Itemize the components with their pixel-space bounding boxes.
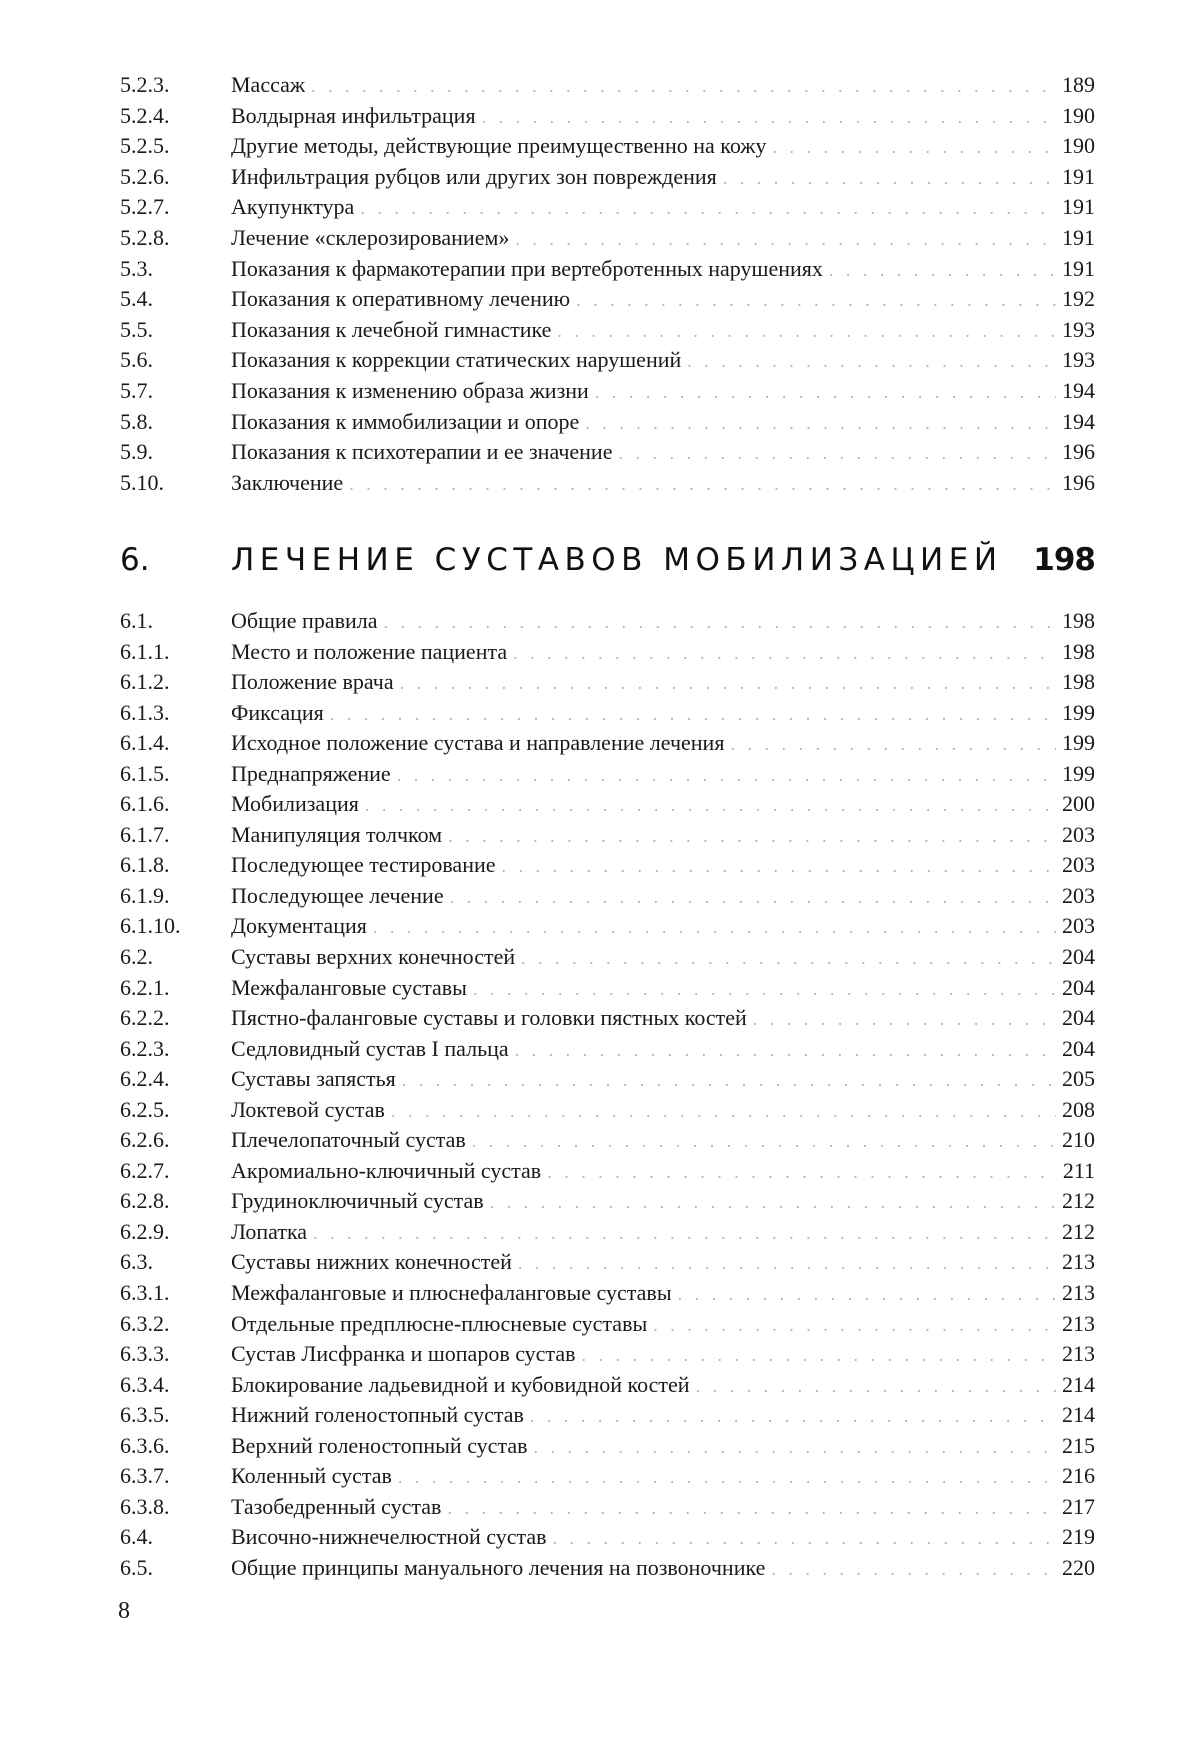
toc-entry-number: 5.4.	[120, 286, 153, 312]
dot-leader	[521, 948, 1056, 969]
toc-entry	[120, 1005, 1095, 1036]
dot-leader	[402, 1070, 1056, 1091]
dot-leader	[515, 229, 1056, 250]
toc-entry	[120, 1463, 1095, 1494]
toc-entry-title: Показания к лечебной гимнастике	[231, 316, 552, 342]
toc-entry-title: Документация	[231, 913, 367, 939]
dot-leader	[384, 612, 1056, 633]
toc-entry-number: 6.2.1.	[120, 974, 170, 1000]
toc-entry-page: 198	[1062, 638, 1095, 664]
toc-entry	[120, 1280, 1095, 1311]
toc-entry	[120, 1555, 1095, 1586]
toc-entry-title: Верхний голеностопный сустав	[231, 1432, 528, 1458]
toc-entry-number: 5.2.3.	[120, 72, 170, 97]
toc-entry	[120, 852, 1095, 883]
toc-entry-number: 5.5.	[120, 316, 153, 342]
dot-leader	[330, 704, 1056, 725]
toc-entry-title: Последующее тестирование	[231, 852, 496, 878]
toc-entry	[120, 730, 1095, 761]
dot-leader	[557, 321, 1056, 342]
toc-entry-title: Положение врача	[231, 669, 394, 695]
dot-leader	[373, 917, 1056, 938]
toc-entry-number: 6.3.4.	[120, 1371, 170, 1397]
toc-entry-title: Коленный сустав	[231, 1463, 392, 1489]
toc-entry-page: 215	[1062, 1432, 1095, 1458]
toc-entry-page: 192	[1062, 286, 1095, 312]
dot-leader	[515, 1040, 1056, 1061]
toc-entry-number: 6.3.8.	[120, 1493, 170, 1519]
toc-entry-page: 191	[1062, 255, 1095, 281]
toc-entry-title: Показания к фармакотерапии при вертебротенных нарушениях	[231, 255, 823, 281]
dot-leader	[678, 1284, 1056, 1305]
toc-section-6	[120, 608, 1095, 1586]
toc-entry-title: Тазобедренный сустав	[231, 1493, 442, 1519]
toc-entry	[120, 256, 1095, 287]
toc-entry-title: Мобилизация	[231, 791, 359, 817]
dot-leader	[730, 734, 1056, 755]
toc-entry-number: 6.1.8.	[120, 852, 170, 878]
dot-leader	[581, 1345, 1056, 1366]
toc-entry-page: 191	[1062, 194, 1095, 220]
toc-entry	[120, 1097, 1095, 1128]
toc-entry-number: 5.9.	[120, 439, 153, 465]
toc-entry	[120, 669, 1095, 700]
toc-entry	[120, 1036, 1095, 1067]
toc-entry	[120, 409, 1095, 440]
toc-entry-title: Общие принципы мануального лечения на позвоночнике	[231, 1554, 766, 1580]
toc-entry-page: 219	[1062, 1524, 1095, 1550]
toc-entry-page: 213	[1062, 1249, 1095, 1275]
dot-leader	[723, 168, 1056, 189]
dot-leader	[482, 107, 1056, 128]
dot-leader	[391, 1101, 1056, 1122]
toc-entry-page: 193	[1062, 316, 1095, 342]
dot-leader	[696, 1376, 1056, 1397]
toc-entry-page: 199	[1062, 730, 1095, 756]
dot-leader	[397, 765, 1056, 786]
toc-entry	[120, 225, 1095, 256]
dot-leader	[447, 1498, 1056, 1519]
toc-entry	[120, 1494, 1095, 1525]
toc-entry-title: Седловидный сустав I пальца	[231, 1035, 509, 1061]
toc-entry	[120, 317, 1095, 348]
toc-entry-number: 5.2.4.	[120, 102, 170, 128]
toc-entry-number: 6.1.9.	[120, 882, 170, 908]
toc-entry-number: 6.3.	[120, 1249, 153, 1275]
dot-leader	[490, 1192, 1056, 1213]
toc-entry-number: 5.6.	[120, 347, 153, 373]
toc-entry-page: 196	[1062, 439, 1095, 465]
toc-entry-title: Массаж	[231, 72, 306, 97]
toc-entry-number: 6.2.3.	[120, 1035, 170, 1061]
toc-entry-title: Преднапряжение	[231, 760, 391, 786]
toc-entry	[120, 761, 1095, 792]
toc-entry-title: Показания к психотерапии и ее значение	[231, 439, 613, 465]
toc-entry-page: 204	[1062, 944, 1095, 970]
toc-entry-number: 6.2.9.	[120, 1218, 170, 1244]
dot-leader	[553, 1528, 1057, 1549]
dot-leader	[400, 673, 1056, 694]
toc-entry-page: 220	[1062, 1554, 1095, 1580]
toc-entry-number: 6.1.6.	[120, 791, 170, 817]
toc-entry-number: 6.2.4.	[120, 1066, 170, 1092]
toc-entry	[120, 791, 1095, 822]
toc-entry	[120, 1311, 1095, 1342]
toc-entry-title: Нижний голеностопный сустав	[231, 1402, 524, 1428]
toc-entry	[120, 639, 1095, 670]
toc-entry-number: 6.2.	[120, 944, 153, 970]
dot-leader	[349, 474, 1056, 495]
chapter-heading	[120, 542, 1095, 578]
toc-entry-page: 191	[1062, 163, 1095, 189]
dot-leader	[773, 137, 1057, 158]
dot-leader	[585, 413, 1056, 434]
toc-entry-number: 6.2.7.	[120, 1157, 170, 1183]
toc-entry-page: 204	[1062, 1005, 1095, 1031]
toc-entry	[120, 975, 1095, 1006]
toc-entry-number: 6.3.1.	[120, 1280, 170, 1306]
toc-entry	[120, 439, 1095, 470]
page-number: 8	[118, 1598, 130, 1624]
toc-entry-title: Общие правила	[231, 608, 378, 633]
toc-section-5	[120, 72, 1095, 500]
toc-entry-title: Лечение «склерозированием»	[231, 224, 510, 250]
toc-entry-title: Суставы нижних конечностей	[231, 1249, 512, 1275]
toc-entry-number: 6.1.7.	[120, 821, 170, 847]
toc-entry	[120, 608, 1095, 639]
dot-leader	[576, 290, 1056, 311]
toc-entry-number: 6.2.6.	[120, 1127, 170, 1153]
toc-entry-page: 203	[1062, 852, 1095, 878]
dot-leader	[365, 795, 1056, 816]
toc-entry-page: 196	[1062, 469, 1095, 495]
toc-entry-number: 6.1.5.	[120, 760, 170, 786]
toc-entry-page: 199	[1062, 760, 1095, 786]
toc-entry	[120, 944, 1095, 975]
dot-leader	[533, 1437, 1056, 1458]
toc-entry-page: 189	[1062, 72, 1095, 97]
toc-entry-page: 203	[1062, 913, 1095, 939]
toc-entry-page: 216	[1062, 1463, 1095, 1489]
dot-leader	[753, 1009, 1056, 1030]
toc-entry	[120, 1524, 1095, 1555]
toc-entry-page: 203	[1062, 882, 1095, 908]
toc-entry-page: 199	[1062, 699, 1095, 725]
dot-leader	[473, 979, 1056, 1000]
toc-entry-title: Отдельные предплюсне-плюсневые суставы	[231, 1310, 648, 1336]
toc-entry-page: 194	[1062, 408, 1095, 434]
toc-entry-title: Плечелопаточный сустав	[231, 1127, 466, 1153]
toc-entry	[120, 1249, 1095, 1280]
toc-entry-title: Височно-нижнечелюстной сустав	[231, 1524, 547, 1550]
toc-entry-number: 6.1.	[120, 608, 153, 633]
toc-entry-number: 6.3.5.	[120, 1402, 170, 1428]
toc-entry-page: 193	[1062, 347, 1095, 373]
toc-entry	[120, 1188, 1095, 1219]
dot-leader	[313, 1223, 1056, 1244]
toc-entry	[120, 103, 1095, 134]
toc-entry-number: 6.3.7.	[120, 1463, 170, 1489]
dot-leader	[771, 1559, 1056, 1580]
dot-leader	[448, 826, 1056, 847]
dot-leader	[502, 856, 1056, 877]
toc-entry-title: Лопатка	[231, 1218, 308, 1244]
toc-entry	[120, 133, 1095, 164]
toc-entry-number: 5.8.	[120, 408, 153, 434]
toc-entry-page: 204	[1062, 1035, 1095, 1061]
chapter-title: ЛЕЧЕНИЕ СУСТАВОВ МОБИЛИЗАЦИЕЙ	[231, 542, 1003, 578]
toc-entry-number: 5.2.8.	[120, 224, 170, 250]
toc-entry-title: Показания к коррекции статических нарушений	[231, 347, 682, 373]
toc-entry-page: 213	[1062, 1310, 1095, 1336]
toc-entry	[120, 1372, 1095, 1403]
toc-entry-page: 190	[1062, 133, 1095, 159]
toc-entry-page: 211	[1062, 1157, 1095, 1183]
toc-entry-page: 210	[1062, 1127, 1095, 1153]
toc-entry	[120, 1433, 1095, 1464]
toc-entry-number: 6.3.3.	[120, 1341, 170, 1367]
dot-leader	[360, 198, 1056, 219]
toc-entry-number: 6.1.10.	[120, 913, 181, 939]
toc-entry-title: Манипуляция толчком	[231, 821, 443, 847]
toc-entry-title: Сустав Лисфранка и шопаров сустав	[231, 1341, 576, 1367]
toc-entry	[120, 1341, 1095, 1372]
toc-entry-page: 204	[1062, 974, 1095, 1000]
toc-entry	[120, 1402, 1095, 1433]
toc-entry	[120, 347, 1095, 378]
toc-entry	[120, 72, 1095, 103]
toc-entry-page: 190	[1062, 102, 1095, 128]
toc-entry-title: Инфильтрация рубцов или других зон повреждения	[231, 163, 717, 189]
toc-entry-page: 198	[1062, 669, 1095, 695]
toc-entry-title: Последующее лечение	[231, 882, 444, 908]
dot-leader	[518, 1253, 1056, 1274]
toc-entry-number: 6.3.2.	[120, 1310, 170, 1336]
toc-entry	[120, 1219, 1095, 1250]
toc-entry-number: 6.5.	[120, 1554, 153, 1580]
toc-entry	[120, 913, 1095, 944]
toc-entry-title: Заключение	[231, 469, 344, 495]
toc-entry-page: 200	[1062, 791, 1095, 817]
toc-entry-number: 6.3.6.	[120, 1432, 170, 1458]
toc-entry-title: Межфаланговые суставы	[231, 974, 467, 1000]
dot-leader	[687, 351, 1056, 372]
toc-entry-number: 6.2.2.	[120, 1005, 170, 1031]
toc-entry-page: 208	[1062, 1096, 1095, 1122]
toc-entry-page: 213	[1062, 1341, 1095, 1367]
toc-entry-number: 6.1.3.	[120, 699, 170, 725]
toc-entry-title: Показания к изменению образа жизни	[231, 377, 589, 403]
toc-entry	[120, 286, 1095, 317]
toc-entry-title: Место и положение пациента	[231, 638, 508, 664]
toc-entry-page: 214	[1062, 1402, 1095, 1428]
toc-entry-page: 212	[1062, 1188, 1095, 1214]
toc-entry	[120, 883, 1095, 914]
toc-entry-number: 5.2.7.	[120, 194, 170, 220]
toc-entry-title: Показания к оперативному лечению	[231, 286, 571, 312]
toc-entry-number: 5.7.	[120, 377, 153, 403]
toc-entry-number: 5.2.6.	[120, 163, 170, 189]
toc-entry-page: 217	[1062, 1493, 1095, 1519]
toc-entry-title: Акупунктура	[231, 194, 355, 220]
toc-entry-title: Пястно-фаланговые суставы и головки пястных костей	[231, 1005, 747, 1031]
toc-entry-number: 6.2.8.	[120, 1188, 170, 1214]
toc-entry-title: Локтевой сустав	[231, 1096, 385, 1122]
dot-leader	[829, 260, 1056, 281]
dot-leader	[653, 1315, 1056, 1336]
dot-leader	[618, 443, 1056, 464]
dot-leader	[311, 76, 1056, 97]
toc-entry-title: Другие методы, действующие преимущественно на кожу	[231, 133, 767, 159]
toc-entry-page: 194	[1062, 377, 1095, 403]
toc-entry-title: Суставы запястья	[231, 1066, 396, 1092]
toc-entry	[120, 1158, 1095, 1189]
toc-entry-title: Межфаланговые и плюснефаланговые суставы	[231, 1280, 672, 1306]
toc-entry-number: 6.2.5.	[120, 1096, 170, 1122]
toc-entry-title: Грудиноключичный сустав	[231, 1188, 484, 1214]
toc-entry	[120, 378, 1095, 409]
toc-entry-number: 6.1.1.	[120, 638, 170, 664]
toc-entry	[120, 1066, 1095, 1097]
toc-entry-page: 212	[1062, 1218, 1095, 1244]
toc-entry	[120, 194, 1095, 225]
toc-entry-number: 6.1.4.	[120, 730, 170, 756]
toc-entry-title: Волдырная инфильтрация	[231, 102, 476, 128]
toc-entry	[120, 700, 1095, 731]
toc-entry-page: 213	[1062, 1280, 1095, 1306]
toc-entry-title: Фиксация	[231, 699, 324, 725]
dot-leader	[513, 643, 1056, 664]
dot-leader	[472, 1131, 1056, 1152]
toc-entry-number: 5.2.5.	[120, 133, 170, 159]
toc-entry-title: Суставы верхних конечностей	[231, 944, 516, 970]
toc-entry-number: 6.1.2.	[120, 669, 170, 695]
dot-leader	[530, 1406, 1056, 1427]
toc-entry-title: Блокирование ладьевидной и кубовидной костей	[231, 1371, 690, 1397]
toc-entry-page: 191	[1062, 224, 1095, 250]
toc-entry-number: 5.10.	[120, 469, 164, 495]
toc-entry-title: Акромиально-ключичный сустав	[231, 1157, 542, 1183]
chapter-number: 6.	[120, 542, 150, 578]
toc-entry-page: 214	[1062, 1371, 1095, 1397]
toc-entry-title: Показания к иммобилизации и опоре	[231, 408, 580, 434]
toc-entry	[120, 822, 1095, 853]
toc-entry	[120, 1127, 1095, 1158]
toc-entry-number: 6.4.	[120, 1524, 153, 1550]
dot-leader	[595, 382, 1056, 403]
chapter-page: 198	[1033, 542, 1095, 578]
toc-entry	[120, 164, 1095, 195]
toc-entry-title: Исходное положение сустава и направление лечения	[231, 730, 725, 756]
toc-entry-page: 198	[1062, 608, 1095, 633]
toc-entry-number: 5.3.	[120, 255, 153, 281]
toc-entry-page: 205	[1062, 1066, 1095, 1092]
dot-leader	[547, 1162, 1056, 1183]
toc-entry	[120, 470, 1095, 501]
dot-leader	[450, 887, 1056, 908]
dot-leader	[398, 1467, 1056, 1488]
toc-entry-page: 203	[1062, 821, 1095, 847]
